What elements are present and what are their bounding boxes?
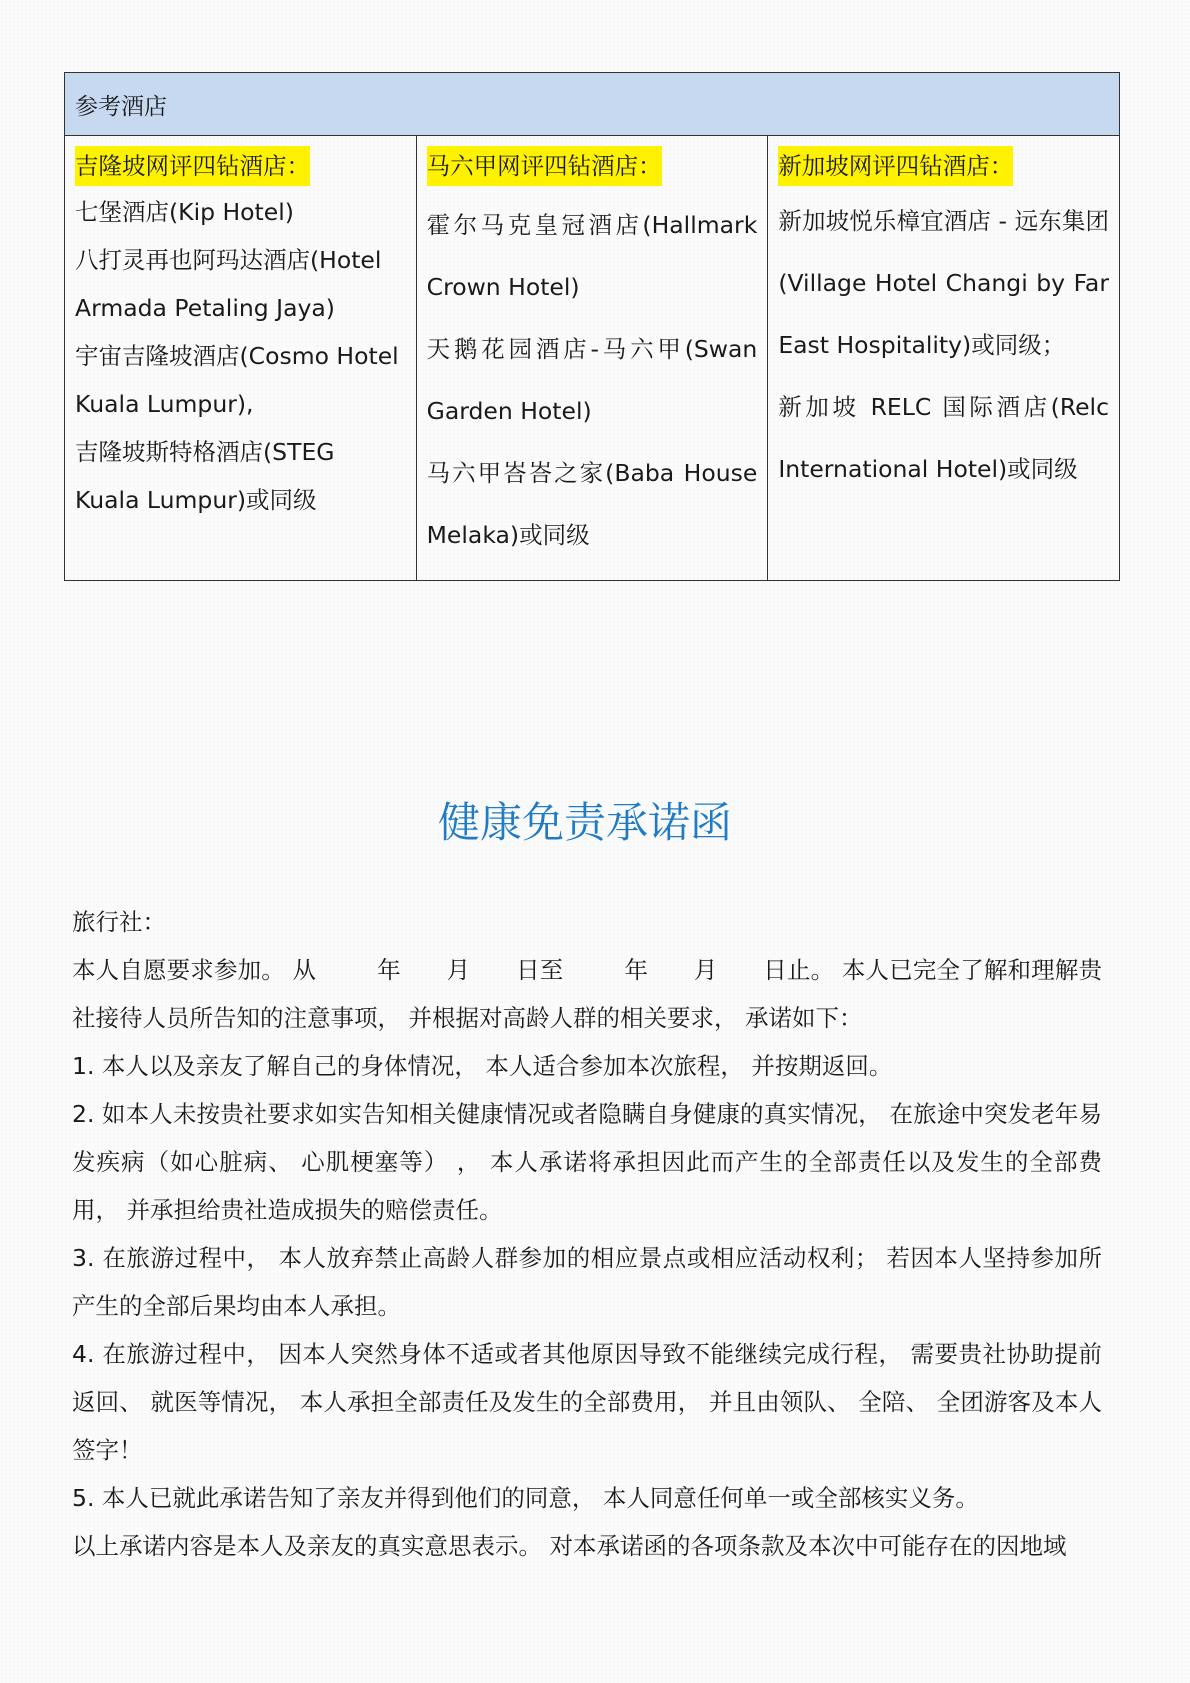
letter-title: 健康免责承诺函 bbox=[437, 798, 732, 847]
singapore-hotels-cell bbox=[768, 136, 1120, 581]
letter-paragraph-intro: 本人自愿要求参加。 从 年 月 日至 年 月 日止。 本人已完全了解和理解贵社接待人员所告知的注意事项， 并根据对高龄人群的相关要求， 承诺如下： bbox=[72, 956, 1102, 1032]
salutation: 旅行社： bbox=[72, 908, 166, 936]
malacca-hotels-cell bbox=[416, 136, 768, 581]
malacca-hotels-title: 马六甲网评四钻酒店： bbox=[427, 146, 662, 186]
table-header: 参考酒店 bbox=[65, 73, 1120, 136]
hotel-item: 天鹅花园酒店-马六甲(Swan Garden Hotel) bbox=[426, 335, 758, 425]
letter-body bbox=[72, 898, 1102, 1570]
hotel-item: 七堡酒店(Kip Hotel) bbox=[75, 198, 294, 226]
hotel-item: 八打灵再也阿玛达酒店(Hotel Armada Petaling Jaya) bbox=[75, 246, 382, 322]
hotel-item: 新加坡 RELC 国际酒店(Relc International Hotel)或同级 bbox=[778, 393, 1109, 483]
letter-paragraph-2: 2. 如本人未按贵社要求如实告知相关健康情况或者隐瞒自身健康的真实情况， 在旅途中突发老年易发疾病（如心脏病、 心肌梗塞等） ， 本人承诺将承担因此而产生的全部责任以及发生的全部费用， 并承担给贵社造成损失的赔偿责任。 bbox=[72, 1100, 1102, 1224]
hotel-item: 霍尔马克皇冠酒店(Hallmark Crown Hotel) bbox=[426, 211, 758, 301]
kuala-lumpur-hotels-cell bbox=[65, 136, 417, 581]
hotel-item: 马六甲峇峇之家(Baba House Melaka)或同级 bbox=[426, 459, 758, 549]
hotel-item: 宇宙吉隆坡酒店(Cosmo Hotel Kuala Lumpur), bbox=[75, 342, 399, 418]
hotel-item: 新加坡悦乐樟宜酒店 - 远东集团 (Village Hotel Changi by Far East Hospitality)或同级； bbox=[778, 207, 1109, 359]
letter-paragraph-3: 3. 在旅游过程中， 本人放弃禁止高龄人群参加的相应景点或相应活动权利； 若因本人坚持参加所产生的全部后果均由本人承担。 bbox=[72, 1244, 1102, 1320]
reference-hotel-table bbox=[64, 72, 1120, 581]
letter-paragraph-5: 5. 本人已就此承诺告知了亲友并得到他们的同意， 本人同意任何单一或全部核实义务。 bbox=[72, 1484, 979, 1512]
kuala-lumpur-hotels-title: 吉隆坡网评四钻酒店： bbox=[75, 146, 310, 186]
letter-paragraph-1: 1. 本人以及亲友了解自己的身体情况， 本人适合参加本次旅程， 并按期返回。 bbox=[72, 1052, 893, 1080]
hotel-item: 吉隆坡斯特格酒店(STEG Kuala Lumpur)或同级 bbox=[75, 438, 335, 514]
singapore-hotels-title: 新加坡网评四钻酒店： bbox=[778, 146, 1013, 186]
letter-paragraph-closing: 以上承诺内容是本人及亲友的真实意思表示。 对本承诺函的各项条款及本次中可能存在的因地域 bbox=[72, 1532, 1067, 1560]
letter-paragraph-4: 4. 在旅游过程中， 因本人突然身体不适或者其他原因导致不能继续完成行程， 需要贵社协助提前返回、 就医等情况， 本人承担全部责任及发生的全部费用， 并且由领队、 全陪、 全团游客及本人签字！ bbox=[72, 1340, 1102, 1464]
